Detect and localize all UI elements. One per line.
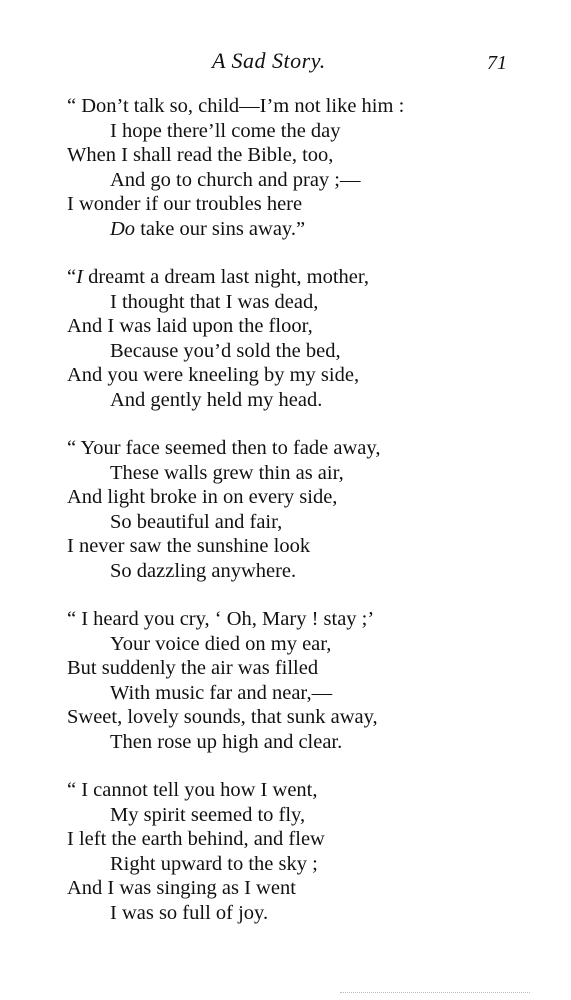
poem-line: And go to church and pray ;— <box>110 168 361 191</box>
poem-line <box>0 265 571 290</box>
page-number: 71 <box>487 52 507 74</box>
poem-line: “ Don’t talk so, child—I’m not like him : <box>67 95 405 117</box>
scan-artifact-rule <box>340 992 530 994</box>
poem-line <box>0 217 571 242</box>
poem-line: My spirit seemed to fly, <box>110 803 306 826</box>
running-title: A Sad Story. <box>212 48 326 73</box>
poem-line: Then rose up high and clear. <box>110 730 343 753</box>
poem-line: When I shall read the Bible, too, <box>67 144 334 166</box>
emphasis-word: Do <box>110 217 136 240</box>
poem <box>0 94 571 949</box>
poem-line-text: take our sins away.” <box>140 217 306 240</box>
poem-line: I thought that I was dead, <box>110 290 319 313</box>
poem-line: I never saw the sunshine look <box>67 535 311 557</box>
stanza-3 <box>0 436 571 583</box>
emphasis-word: I <box>76 266 83 288</box>
poem-line: Right upward to the sky ; <box>110 852 318 875</box>
page-header <box>0 48 571 78</box>
poem-line: Because you’d sold the bed, <box>110 339 341 362</box>
poem-line: Sweet, lovely sounds, that sunk away, <box>67 706 378 728</box>
poem-line: I hope there’ll come the day <box>110 119 341 142</box>
poem-line: And I was laid upon the floor, <box>67 315 313 337</box>
poem-line: So dazzling anywhere. <box>110 559 297 582</box>
opening-quote: “ <box>67 266 77 288</box>
poem-line: I wonder if our troubles here <box>67 193 303 215</box>
poem-line: “ Your face seemed then to fade away, <box>67 437 381 459</box>
poem-line: Your voice died on my ear, <box>110 632 332 655</box>
poem-line: These walls grew thin as air, <box>110 461 344 484</box>
poem-line: And gently held my head. <box>110 388 323 411</box>
poem-line: So beautiful and fair, <box>110 510 283 533</box>
stanza-2 <box>0 265 571 412</box>
stanza-4 <box>0 607 571 754</box>
poem-line: I left the earth behind, and flew <box>67 828 325 850</box>
poem-line: And you were kneeling by my side, <box>67 364 360 386</box>
poem-line: With music far and near,— <box>110 681 333 704</box>
poem-line: “ I cannot tell you how I went, <box>67 779 318 801</box>
poem-line: I was so full of joy. <box>110 901 269 924</box>
stanza-5 <box>0 778 571 925</box>
poem-line-text: dreamt a dream last night, mother, <box>88 266 370 288</box>
poem-line: “ I heard you cry, ‘ Oh, Mary ! stay ;’ <box>67 608 375 630</box>
poem-line: And I was singing as I went <box>67 877 296 899</box>
stanza-1 <box>0 94 571 241</box>
poem-line: But suddenly the air was filled <box>67 657 319 679</box>
poem-line: And light broke in on every side, <box>67 486 338 508</box>
